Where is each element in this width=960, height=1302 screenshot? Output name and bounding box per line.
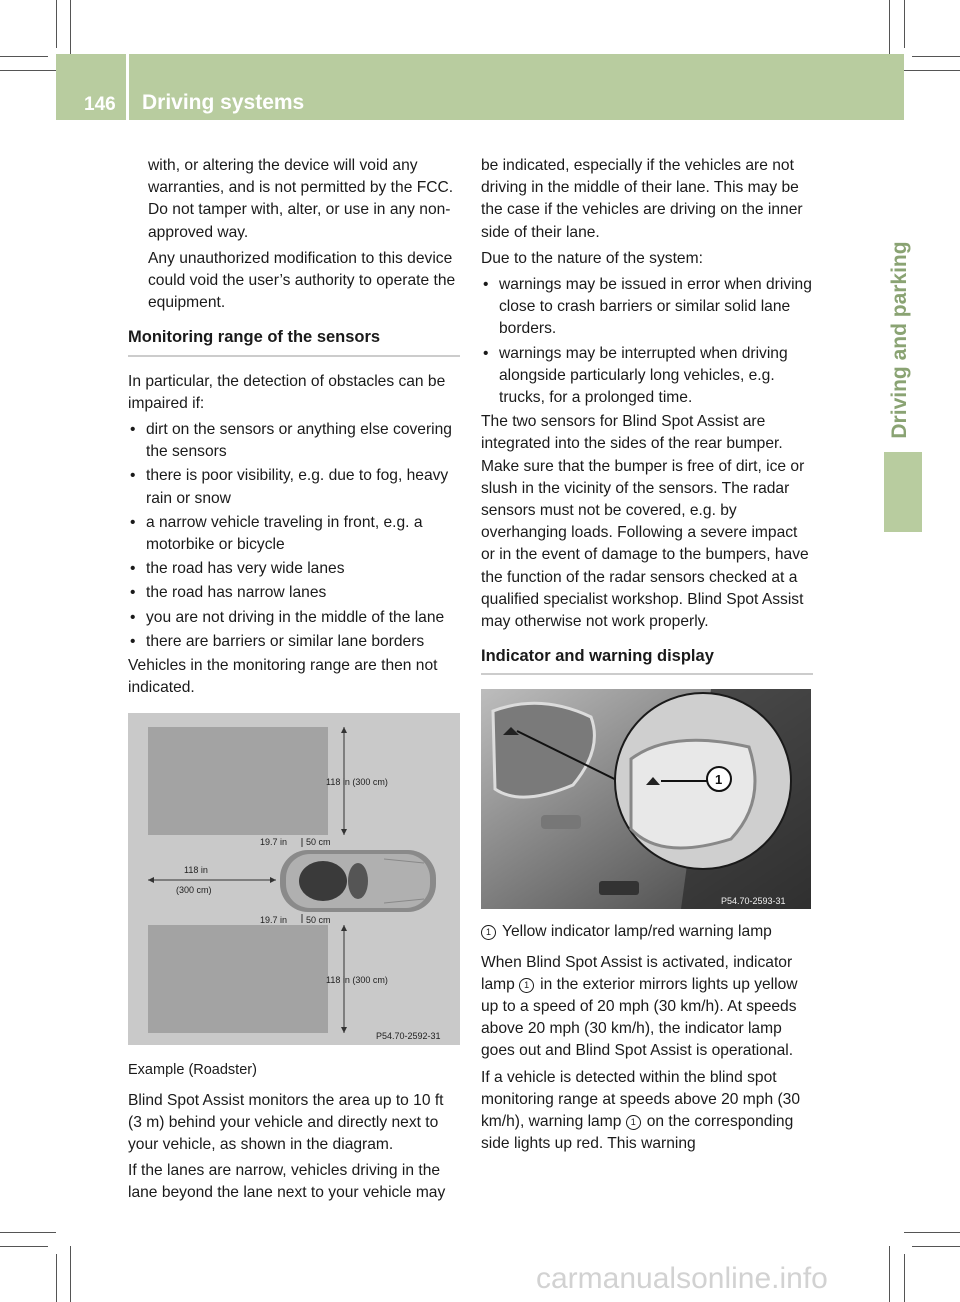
list-item: • there are barriers or similar lane borders [128,631,460,653]
paragraph: If the lanes are narrow, vehicles driving in the lane beyond the lane next to your vehicle may [128,1162,446,1202]
header-divider [126,54,129,120]
paragraph: with, or altering the device will void any warranties, and is not permitted by the FCC. Do not tamper with, alter, or use in any non-approved way. [148,157,454,241]
side-tab-text: Driving and parking [888,241,911,439]
crop-mark [904,1254,905,1302]
label-bottom-range: 118 in (300 cm) [326,975,388,986]
list-item: • the road has very wide lanes [128,558,460,580]
left-column [128,155,460,1209]
inline-callout: 1 [519,978,534,993]
section-heading: Indicator and warning display [481,645,813,675]
list-item: • you are not driving in the middle of the lane [128,607,460,629]
crop-mark [904,70,960,71]
label-gap-top-cm: 50 cm [306,837,331,848]
label-gap-bottom-cm: 50 cm [306,915,331,926]
roadster-car-icon [280,850,436,912]
crop-mark [912,1246,960,1247]
label-top-range: 118 in (300 cm) [326,777,388,788]
legend-item [481,921,813,943]
text-run: If a vehicle is detected within the blind spot monitoring range at speeds above 20 mph (30 km/h), warning lamp [481,1068,801,1131]
crop-mark [0,56,48,57]
bullet-list [481,274,813,409]
list-item: • a narrow vehicle traveling in front, e.g. a motorbike or bicycle [128,512,460,556]
crop-mark [0,70,56,71]
paragraph: Blind Spot Assist monitors the area up to 10 ft (3 m) behind your vehicle and directly next to your vehicle, as shown in the diagram. [128,1091,444,1154]
list-item: • warnings may be issued in error when driving close to crash barriers or similar solid lane borders. [481,274,813,341]
mirror-photo-svg [481,689,811,909]
paragraph: Due to the nature of the system: [481,249,703,267]
paragraph: The two sensors for Blind Spot Assist are integrated into the sides of the rear bumper. Make sure that the bumper is free of dirt, ice or slush in the vicinity of the sensors. The radar sensors must not be covered, e.g. by overhanging loads. Following a severe impact or in the event of damage to the bumpers, have the function of the radar sensors checked at a qualified specialist workshop. Blind Spot Assist may otherwise not work properly. [481,413,809,631]
side-tab-block [884,452,922,532]
callout-number: 1 [715,772,723,788]
paragraph [481,952,813,1063]
figure-caption: Example (Roadster) [128,1062,257,1079]
crop-mark [904,1232,960,1233]
paragraph: In particular, the detection of obstacles can be impaired if: [128,372,446,412]
crop-mark [0,1232,56,1233]
text-run: in the exterior mirrors lights up yellow up to a speed of 20 mph (30 km/h). At speeds above 20 mph (30 km/h), the indicator lamp goes out and Blind Spot Assist is operational. [481,975,798,1060]
side-tab-label [860,240,940,440]
right-column [481,155,813,1160]
crop-mark [889,1246,890,1302]
crop-mark [56,1254,57,1302]
crop-mark [70,0,71,56]
list-item: • there is poor visibility, e.g. due to fog, heavy rain or snow [128,465,460,509]
top-zone [148,727,328,835]
monitoring-range-diagram [128,713,460,1045]
figure-code: P54.70-2592-31 [376,1031,441,1042]
section-title: Driving systems [142,91,305,114]
photo-code: P54.70-2593-31 [721,896,786,907]
crop-mark [912,56,960,57]
label-gap-bottom-in: 19.7 in [260,915,288,926]
paragraph [481,1067,813,1156]
text-run: on the corresponding side lights up red. This warning [481,1113,794,1153]
paragraph: Any unauthorized modification to this device could void the user’s authority to operate the equipment. [148,249,456,312]
label-gap-top-in: 19.7 in [260,837,288,848]
crop-mark [904,0,905,48]
text-run: When Blind Spot Assist is activated, indicator lamp [481,953,793,993]
window-switch [599,881,639,895]
list-item: • warnings may be interrupted when driving alongside particularly long vehicles, e.g. trucks, for a prolonged time. [481,343,813,410]
bottom-zone [148,925,328,1033]
legend-text: Yellow indicator lamp/red warning lamp [502,923,772,941]
page-number: 146 [84,94,116,115]
legend-number: 1 [481,925,496,940]
crop-mark [70,1246,71,1302]
bullet-list [128,419,460,653]
crop-mark [56,0,57,48]
watermark: carmanualsonline.info [536,1262,828,1295]
label-rear-in: 118 in [184,865,208,876]
list-item: • dirt on the sensors or anything else covering the sensors [128,419,460,463]
section-heading: Monitoring range of the sensors [128,326,460,356]
paragraph: be indicated, especially if the vehicles are not driving in the middle of their lane. This may be the case if the vehicles are driving on the inner side of their lane. [481,157,803,241]
paragraph: Vehicles in the monitoring range are then not indicated. [128,657,438,697]
mirror-photo [481,689,811,909]
list-item: • the road has narrow lanes [128,582,460,604]
label-rear-cm: (300 cm) [176,885,212,896]
diagram-svg [128,713,460,1045]
inline-callout: 1 [626,1115,641,1130]
crop-mark [889,0,890,56]
door-handle [541,815,581,829]
crop-mark [0,1246,48,1247]
